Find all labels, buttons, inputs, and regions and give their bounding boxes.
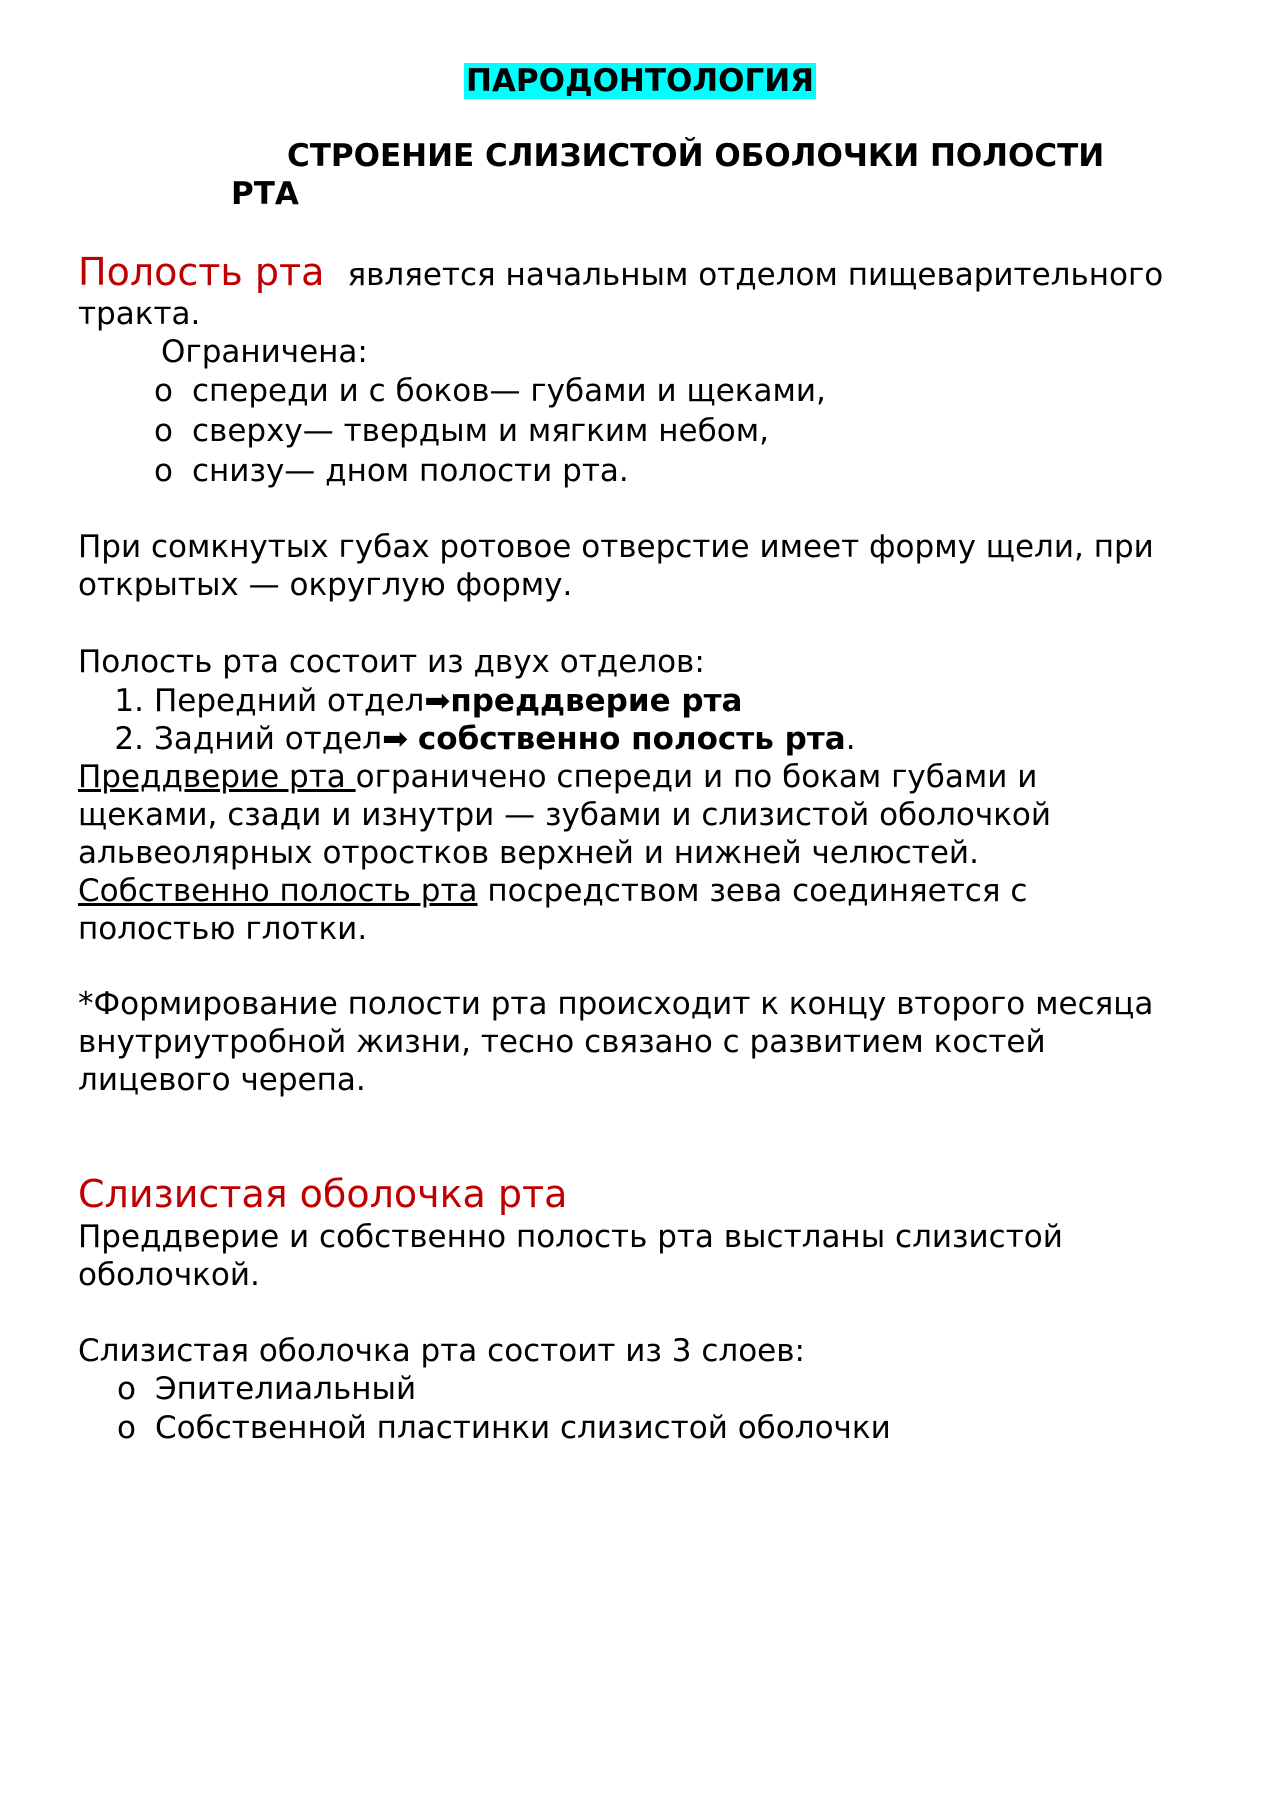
arrow-icon: ➡ (382, 721, 409, 757)
list-item (117, 1370, 416, 1408)
section-title-line1: СТРОЕНИЕ СЛИЗИСТОЙ ОБОЛОЧКИ ПОЛОСТИ (287, 138, 1105, 174)
parts-intro: Полость рта состоит из двух отделов: (78, 644, 705, 680)
intro-paragraph (78, 250, 1163, 294)
paragraph-line: внутриутробной жизни, тесно связано с развитием костей (78, 1024, 1046, 1060)
list-item (154, 452, 629, 490)
item-term: преддверие рта (450, 683, 743, 719)
arrow-icon: ➡ (424, 683, 451, 719)
paragraph-line: Преддверие и собственно полость рта выстланы слизистой (78, 1219, 1063, 1255)
bullet-marker: o (154, 373, 173, 409)
numbered-item (106, 682, 742, 720)
intro-text-line2: тракта. (78, 296, 201, 332)
bullet-marker: o (117, 1371, 136, 1407)
bullet-marker: o (154, 413, 173, 449)
list-item-text: спереди и с боков— губами и щеками, (192, 373, 826, 409)
bullet-marker: o (117, 1410, 136, 1446)
section-title-line2: РТА (231, 176, 299, 212)
numbered-item (106, 720, 856, 758)
item-number: 1. (114, 683, 144, 719)
list-item-text: сверху— твердым и мягким небом, (192, 413, 769, 449)
item-term: собственно полость рта (417, 721, 846, 757)
intro-text: является начальным отделом пищеварительного (347, 257, 1164, 293)
item-label: Передний отдел (154, 683, 425, 719)
proper-text: посредством зева соединяется с (477, 873, 1028, 909)
paragraph-line: альвеолярных отростков верхней и нижней челюстей. (78, 835, 979, 871)
list-item (154, 372, 826, 410)
paragraph-line: лицевого черепа. (78, 1062, 366, 1098)
paragraph-line: *Формирование полости рта происходит к концу второго месяца (78, 986, 1154, 1022)
paragraph-line: оболочкой. (78, 1257, 260, 1293)
list-item-text: снизу— дном полости рта. (192, 453, 629, 489)
layers-intro: Слизистая оболочка рта состоит из 3 слоев: (78, 1333, 805, 1369)
paragraph-line (78, 758, 1037, 796)
list-item (117, 1409, 891, 1447)
paragraph-line: полостью глотки. (78, 911, 368, 947)
proper-term: Собственно полость рта (78, 873, 478, 909)
section-heading-oral-cavity: Полость рта (78, 250, 325, 294)
bullet-marker: o (154, 453, 173, 489)
list-item (154, 412, 769, 450)
document-title-text: ПАРОДОНТОЛОГИЯ (465, 63, 815, 99)
document-title (0, 61, 1280, 101)
section-heading-mucosa: Слизистая оболочка рта (78, 1172, 568, 1216)
item-number: 2. (114, 721, 144, 757)
paragraph-line (78, 872, 1027, 910)
paragraph-line: открытых — округлую форму. (78, 567, 573, 603)
vestibule-text: ограничено спереди и по бокам губами и (355, 759, 1038, 795)
paragraph-line: щеками, сзади и изнутри — зубами и слизистой оболочкой (78, 797, 1052, 833)
vestibule-term: Преддверие рта (78, 759, 356, 795)
paragraph-line: При сомкнутых губах ротовое отверстие имеет форму щели, при (78, 529, 1154, 565)
bounded-label: Ограничена: (161, 334, 368, 370)
list-item-text: Эпителиальный (155, 1371, 417, 1407)
item-end: . (845, 721, 856, 757)
item-label: Задний отдел (154, 721, 383, 757)
list-item-text: Собственной пластинки слизистой оболочки (155, 1410, 891, 1446)
